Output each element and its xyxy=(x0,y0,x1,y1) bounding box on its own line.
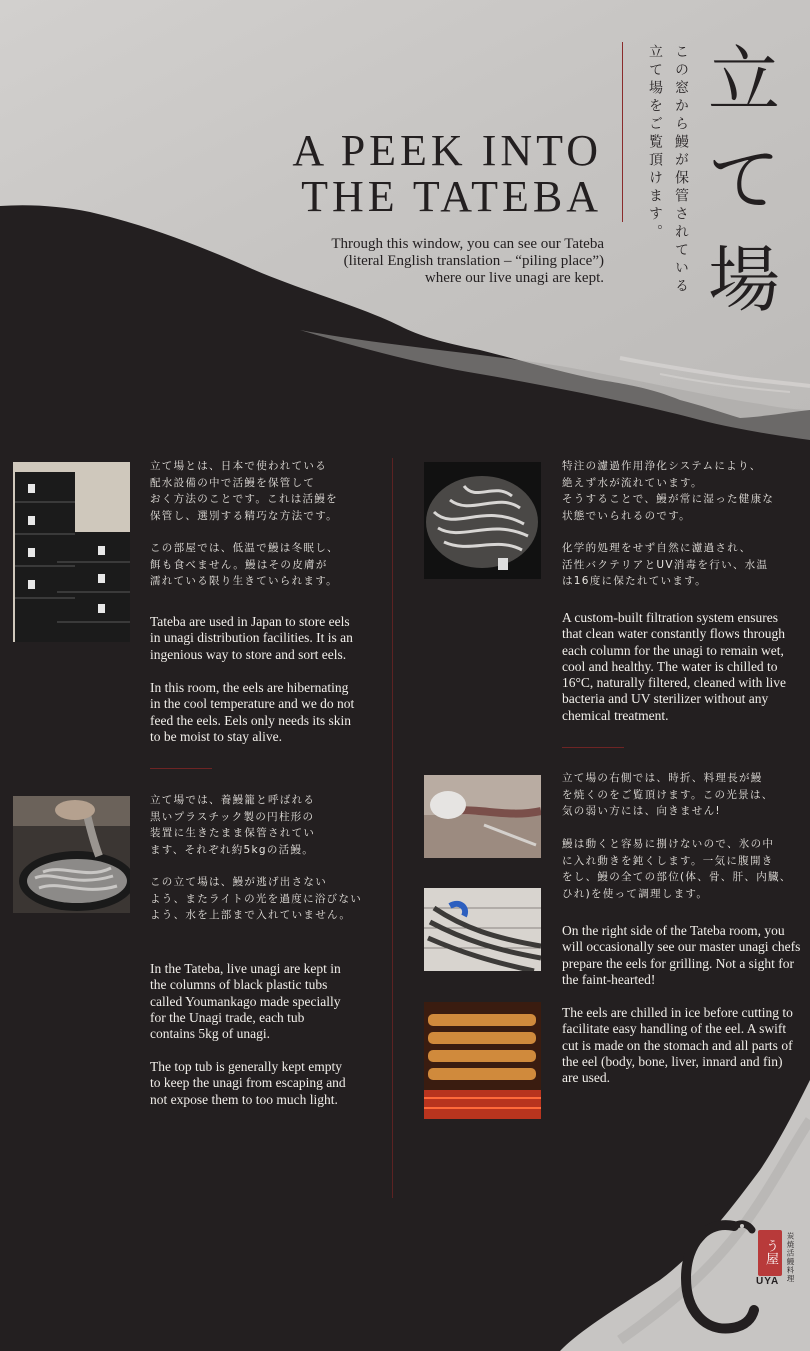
logo-mark-text: う屋 xyxy=(763,1239,778,1265)
eel-logo-icon xyxy=(676,1214,762,1338)
right-en-para1: A custom-built filtration system ensures that clean water constantly flows through each column for the unagi to remain wet, cool and healthy. The water is chilled to 16°C, naturally filtered, cleaned with live bacteria and UV sterilizer without any chemical treatment. xyxy=(562,610,786,723)
big-kanji-2: て xyxy=(707,138,780,222)
page-title-line1: A PEEK INTO xyxy=(292,126,602,175)
right-jp-para3: 立て場の右側では、時折、料理長が鰻 を焼くのをご覧頂けます。この光景は、 気の弱い方には、向きません! xyxy=(562,772,774,817)
right-en-para2: On the right side of the Tateba room, you will occasionally see our master unagi chefs prepare the eels for grilling. Not a sight for the faint-hearted! xyxy=(562,923,801,987)
right-jp-para4: 鰻は動くと容易に捌けないので、氷の中 に入れ動きを鈍くします。一気に腹開き をし、鰻の全ての部位(体、骨、肝、内臓、 ひれ)を使って調理します。 xyxy=(562,838,792,900)
photo-grilled-unagi xyxy=(424,1002,541,1119)
subtitle-line2: (literal English translation – “piling place”) xyxy=(343,253,604,269)
jp-vertical-line2: 立て場をご覧頂けます。 xyxy=(647,44,663,242)
photo-tub-stacks xyxy=(13,462,130,642)
left-section-divider xyxy=(150,768,212,769)
left-jp-para3: 立て場では、養鰻籠と呼ばれる 黒いプラスチック製の円柱形の 装置に生きたまま保管されてい ます、それぞれ約5kgの活鰻。 xyxy=(150,794,316,856)
subtitle-line3: where our live unagi are kept. xyxy=(424,270,604,286)
left-jp-para1: 立て場とは、日本で使われている 配水設備の中で活鰻を保管して おく方法のことです。これは活鰻を 保管し、選別する精巧な方法です。 xyxy=(150,460,338,522)
logo-name: UYA xyxy=(756,1276,780,1287)
page-title-line2: THE TATEBA xyxy=(301,172,602,221)
left-en-para1: Tateba are used in Japan to store eels in unagi distribution facilities. It is an ingenious way to store and sort eels. xyxy=(150,614,353,662)
left-en-para3: In the Tateba, live unagi are kept in the columns of black plastic tubs called Youmankago made specially for the Unagi trade, each tub contains 5kg of unagi. xyxy=(150,961,341,1042)
logo-tagline: 炭焼活鰻料理 xyxy=(786,1232,795,1283)
left-jp-para2: この部屋では、低温で鰻は冬眠し、 餌も食べません。鰻はその皮膚が 濡れている限り生きていられます。 xyxy=(150,542,339,587)
photo-chef-cutting-eel xyxy=(424,775,541,858)
header-divider xyxy=(622,42,623,222)
left-en-para2: In this room, the eels are hibernating in the cool temperature and we do not feed the eels. Eels only needs its skin to be moist to stay alive. xyxy=(150,680,355,744)
right-jp-para1: 特注の濾過作用浄化システムにより、 絶えず水が流れています。 そうすることで、鰻が常に湿った健康な 状態でいられるのです。 xyxy=(562,460,775,522)
page-title xyxy=(292,128,602,220)
big-kanji-1: 立 xyxy=(707,38,780,122)
right-section-divider xyxy=(562,747,624,748)
subtitle-line1: Through this window, you can see our Tateba xyxy=(331,236,604,252)
photo-eels-on-board xyxy=(424,888,541,971)
column-divider xyxy=(392,458,393,1198)
page-subtitle xyxy=(284,236,604,287)
left-jp-para4: この立て場は、鰻が逃げ出さない よう、またライトの光を過度に浴びない よう、水を上部まで入れていません。 xyxy=(150,876,363,921)
jp-vertical-line1: この窓から鰻が保管されている xyxy=(673,44,689,296)
right-en-para3: The eels are chilled in ice before cutting to facilitate easy handling of the eel. A swift cut is made on the stomach and all parts of the eel (body, bone, liver, innard and fin) are used. xyxy=(562,1005,793,1086)
photo-eel-filtration-tub xyxy=(424,462,541,579)
big-kanji-heading xyxy=(694,30,794,330)
left-en-para4: The top tub is generally kept empty to keep the unagi from escaping and not expose them to too much light. xyxy=(150,1059,346,1107)
logo-mark xyxy=(758,1230,782,1276)
big-kanji-3: 場 xyxy=(707,238,780,322)
right-jp-para2: 化学的処理をせず自然に濾過され、 活性バクテリアとUV消毒を行い、水温 は16度に保たれています。 xyxy=(562,542,769,587)
photo-eels-in-tub xyxy=(13,796,130,913)
